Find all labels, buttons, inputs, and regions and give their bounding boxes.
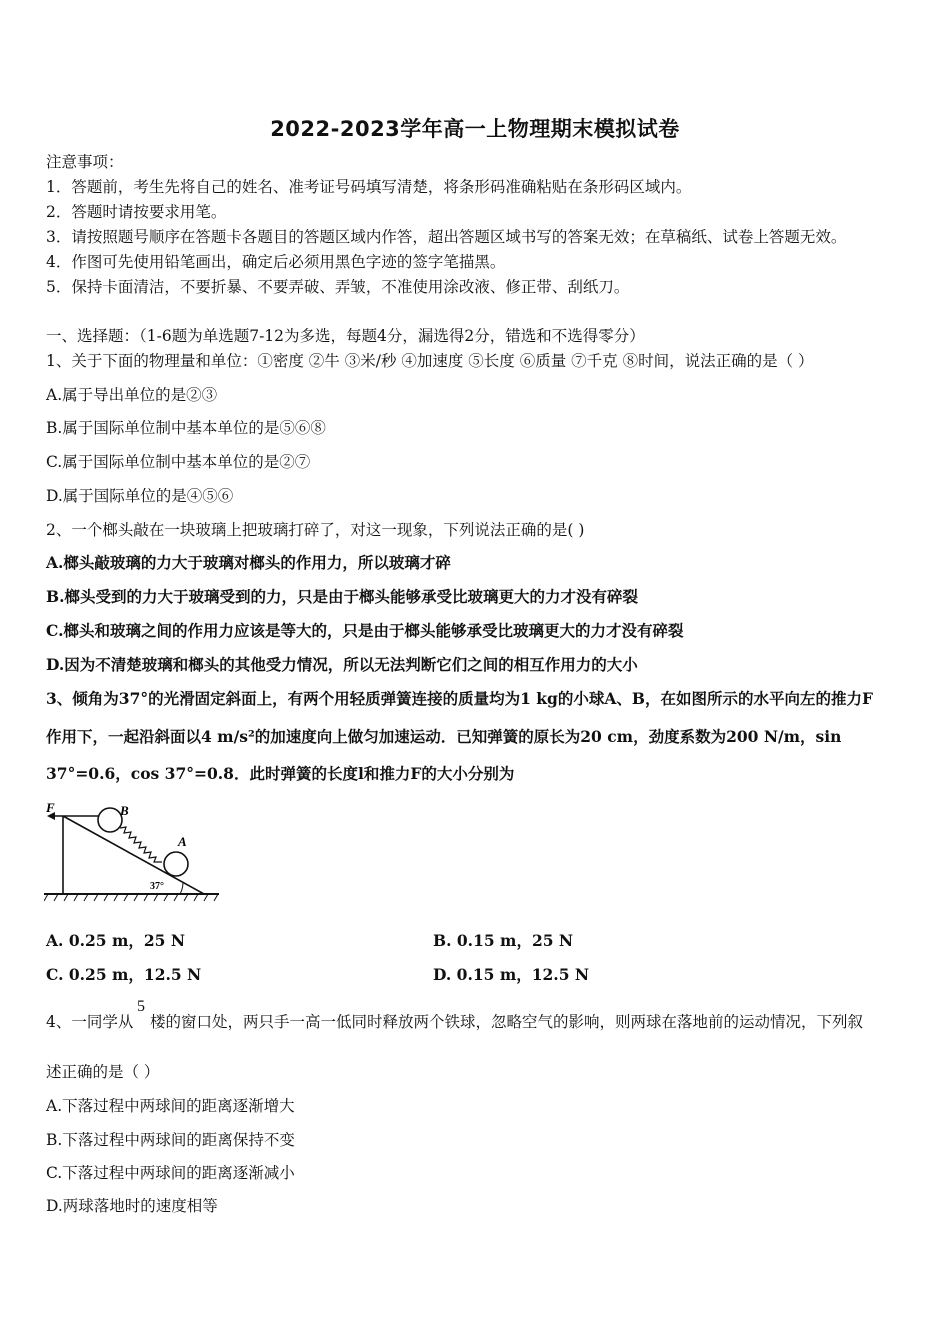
notice-item: 2．答题时请按要求用笔。	[46, 203, 227, 221]
question-1-option-c: C.属于国际单位制中基本单位的是②⑦	[46, 453, 311, 471]
question-3-option-d: D. 0.15 m，12.5 N	[433, 965, 590, 984]
question-1-stem: 1、关于下面的物理量和单位：①密度 ②牛 ③米/秒 ④加速度 ⑤长度 ⑥质量 ⑦千克 ⑧时间，说法正确的是（ ）	[46, 352, 814, 370]
question-3-option-a: A. 0.25 m，25 N	[46, 931, 186, 950]
question-3-stem-line1: 3、倾角为37°的光滑固定斜面上，有两个用轻质弹簧连接的质量均为1 kg的小球A、B，在如图所示的水平向左的推力F	[46, 689, 873, 708]
question-4-option-b: B.下落过程中两球间的距离保持不变	[46, 1131, 295, 1149]
question-4-option-c: C.下落过程中两球间的距离逐渐减小	[46, 1164, 295, 1182]
question-2-option-c: C.榔头和玻璃之间的作用力应该是等大的，只是由于榔头能够承受比玻璃更大的力才没有碎裂	[46, 621, 684, 640]
question-3-option-b: B. 0.15 m，25 N	[433, 931, 574, 950]
question-2-option-b: B.榔头受到的力大于玻璃受到的力，只是由于榔头能够承受比玻璃更大的力才没有碎裂	[46, 587, 638, 606]
question-4-stem-line1-start: 4、一同学从	[46, 1013, 134, 1031]
question-4-option-a: A.下落过程中两球间的距离逐渐增大	[46, 1097, 295, 1115]
question-2-option-a: A.榔头敲玻璃的力大于玻璃对榔头的作用力，所以玻璃才碎	[46, 553, 451, 572]
diagram-label-angle: 37°	[150, 881, 164, 892]
question-3-stem-line2: 作用下，一起沿斜面以4 m/s²的加速度向上做匀加速运动．已知弹簧的原长为20 cm，劲度系数为200 N/m，sin	[46, 727, 842, 746]
question-1-option-a: A.属于导出单位的是②③	[46, 386, 218, 404]
diagram-label-ball-b: B	[120, 803, 129, 818]
incline-diagram	[44, 796, 224, 906]
question-3-stem-line3: 37°=0.6，cos 37°=0.8．此时弹簧的长度l和推力F的大小分别为	[46, 764, 515, 783]
question-2-option-d: D.因为不清楚玻璃和榔头的其他受力情况，所以无法判断它们之间的相互作用力的大小	[46, 655, 638, 674]
question-3-option-c: C. 0.25 m，12.5 N	[46, 965, 202, 984]
section-heading: 一、选择题：（1-6题为单选题7-12为多选，每题4分，漏选得2分，错选和不选得零分）	[46, 327, 645, 345]
question-1-option-b: B.属于国际单位制中基本单位的是⑤⑥⑧	[46, 419, 326, 437]
notice-item: 3．请按照题号顺序在答题卡各题目的答题区域内作答，超出答题区域书写的答案无效；在草稿纸、试卷上答题无效。	[46, 228, 847, 246]
notice-heading: 注意事项：	[46, 153, 124, 171]
question-4-option-d: D.两球落地时的速度相等	[46, 1197, 218, 1215]
diagram-label-ball-a: A	[178, 834, 187, 849]
question-2-stem: 2、一个榔头敲在一块玻璃上把玻璃打碎了，对这一现象，下列说法正确的是( )	[46, 521, 585, 539]
question-4-stem-line2: 述正确的是（ ）	[46, 1063, 160, 1081]
question-1-option-d: D.属于国际单位的是④⑤⑥	[46, 487, 234, 505]
notice-item: 4．作图可先使用铅笔画出，确定后必须用黑色字迹的签字笔描黑。	[46, 253, 506, 271]
page-title: 2022-2023学年高一上物理期末模拟试卷	[270, 117, 680, 141]
diagram-label-force: F	[46, 800, 55, 815]
notice-item: 5．保持卡面清洁，不要折暴、不要弄破、弄皱，不准使用涂改液、修正带、刮纸刀。	[46, 278, 630, 296]
floor-number: 5	[137, 998, 145, 1015]
question-4-stem-line1-end: 楼的窗口处，两只手一高一低同时释放两个铁球，忽略空气的影响，则两球在落地前的运动情况，下列叙	[150, 1013, 864, 1031]
notice-item: 1．答题前，考生先将自己的姓名、准考证号码填写清楚，将条形码准确粘贴在条形码区域内。	[46, 178, 692, 196]
